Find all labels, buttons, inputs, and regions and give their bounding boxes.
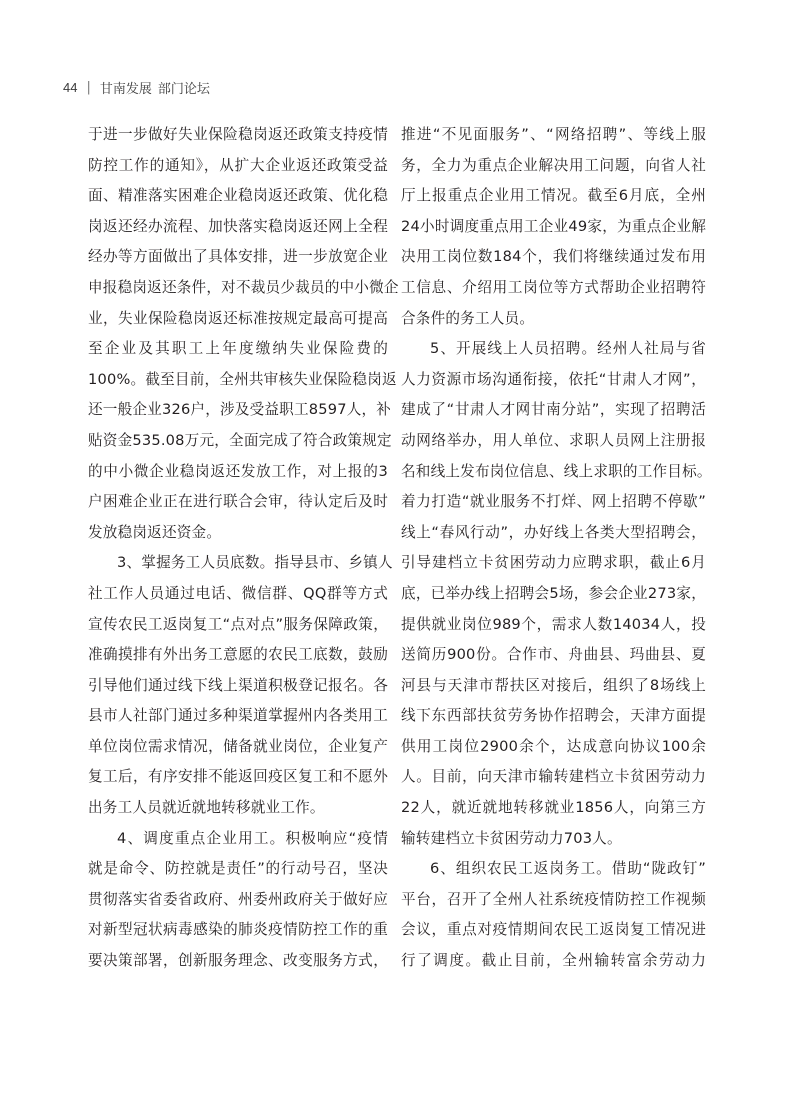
text-line: 要决策部署，创新服务理念、改变服务方式， — [88, 952, 388, 970]
text-line: 防控工作的通知》，从扩大企业返还政策受益 — [88, 156, 388, 174]
text-line: 的中小微企业稳岗返还发放工作，对上报的3 — [88, 462, 388, 480]
text-line: 发放稳岗返还资金。 — [88, 523, 222, 541]
text-line: 着力打造“就业服务不打烊、网上招聘不停歇” — [401, 493, 706, 511]
text-line: 至企业及其职工上年度缴纳失业保险费的 — [88, 340, 388, 358]
text-line: 6、组织农民工返岗务工。借助“陇政钉” — [430, 860, 706, 878]
text-line: 岗返还经办流程、加快落实稳岗返还网上全程 — [88, 217, 388, 235]
text-line: 面、精准落实困难企业稳岗返还政策、优化稳 — [88, 187, 388, 205]
text-line: 24小时调度重点用工企业49家，为重点企业解 — [401, 217, 706, 235]
text-line: 人。目前，向天津市输转建档立卡贫困劳动力 — [401, 768, 706, 786]
text-line: 100%。截至目前，全州共审核失业保险稳岗返 — [88, 370, 397, 388]
left-text-column — [88, 120, 399, 977]
text-line: 业，失业保险稳岗返还标准按规定最高可提高 — [88, 309, 388, 327]
text-line: 对新型冠状病毒感染的肺炎疫情防控工作的重 — [88, 921, 388, 939]
running-header — [63, 78, 210, 97]
text-line: 务，全力为重点企业解决用工问题，向省人社 — [401, 156, 706, 174]
text-line: 3、掌握务工人员底数。指导县市、乡镇人 — [117, 554, 393, 572]
text-line: 4、调度重点企业用工。积极响应“疫情 — [117, 829, 388, 847]
text-line: 经办等方面做出了具体安排，进一步放宽企业 — [88, 248, 388, 266]
text-line: 5、开展线上人员招聘。经州人社局与省 — [430, 340, 706, 358]
text-line: 送简历900份。合作市、舟曲县、玛曲县、夏 — [401, 646, 706, 664]
text-line: 供用工岗位2900余个，达成意向协议100余 — [401, 737, 706, 755]
text-line: 会议，重点对疫情期间农民工返岗复工情况进 — [401, 921, 706, 939]
text-line: 准确摸排有外出务工意愿的农民工底数，鼓励 — [88, 646, 388, 664]
text-line: 线上“春风行动”，办好线上各类大型招聘会， — [401, 523, 706, 541]
text-line: 还一般企业326户，涉及受益职工8597人，补 — [88, 401, 392, 419]
text-line: 22人，就近就地转移就业1856人，向第三方 — [401, 799, 706, 817]
text-line: 人力资源市场沟通衔接，依托“甘肃人才网”， — [401, 370, 706, 388]
text-line: 行了调度。截止目前，全州输转富余劳动力 — [401, 952, 706, 970]
text-line: 贴资金535.08万元，全面完成了符合政策规定 — [88, 431, 392, 449]
text-line: 宣传农民工返岗复工“点对点”服务保障政策， — [88, 615, 388, 633]
right-text-column — [401, 120, 712, 977]
text-line: 县市人社部门通过多种渠道掌握州内各类用工 — [88, 707, 388, 725]
publication-name: 甘南发展 — [99, 82, 152, 97]
text-line: 于进一步做好失业保险稳岗返还政策支持疫情 — [88, 126, 388, 143]
text-line: 就是命令、防控就是责任”的行动号召，坚决 — [88, 860, 388, 878]
text-line: 输转建档立卡贫困劳动力703人。 — [401, 829, 622, 847]
text-line: 出务工人员就近就地转移就业工作。 — [88, 799, 325, 817]
text-line: 河县与天津市帮扶区对接后，组织了8场线上 — [401, 676, 706, 694]
page-number: 44 — [63, 80, 78, 95]
text-line: 合条件的务工人员。 — [401, 309, 535, 327]
text-line: 名和线上发布岗位信息、线上求职的工作目标。 — [401, 462, 712, 480]
text-line: 推进“不见面服务”、“网络招聘”、等线上服 — [401, 126, 706, 143]
text-line: 平台，召开了全州人社系统疫情防控工作视频 — [401, 890, 706, 908]
text-line: 申报稳岗返还条件，对不裁员少裁员的中小微企 — [88, 278, 399, 296]
text-line: 决用工岗位数184个，我们将继续通过发布用 — [401, 248, 706, 266]
section-name: 部门论坛 — [157, 82, 210, 97]
text-line: 线下东西部扶贫劳务协作招聘会，天津方面提 — [401, 707, 706, 725]
text-line: 引导他们通过线下线上渠道积极登记报名。各 — [88, 676, 388, 694]
text-line: 贯彻落实省委省政府、州委州政府关于做好应 — [88, 890, 388, 908]
text-line: 社工作人员通过电话、微信群、QQ群等方式 — [88, 584, 388, 602]
text-line: 建成了“甘肃人才网甘南分站”，实现了招聘活 — [401, 401, 706, 419]
text-line: 提供就业岗位989个，需求人数14034人，投 — [401, 615, 706, 633]
text-line: 单位岗位需求情况，储备就业岗位，企业复产 — [88, 737, 388, 755]
text-line: 动网络举办，用人单位、求职人员网上注册报 — [401, 431, 706, 449]
text-line: 工信息、介绍用工岗位等方式帮助企业招聘符 — [401, 278, 706, 296]
text-line: 复工后，有序安排不能返回疫区复工和不愿外 — [88, 768, 388, 786]
text-line: 底，已举办线上招聘会5场，参会企业273家， — [401, 584, 706, 602]
text-line: 引导建档立卡贫困劳动力应聘求职，截止6月 — [401, 554, 706, 572]
header-separator: | — [86, 80, 91, 95]
text-line: 户困难企业正在进行联合会审，待认定后及时 — [88, 493, 388, 511]
text-line: 厅上报重点企业用工情况。截至6月底，全州 — [401, 187, 706, 205]
